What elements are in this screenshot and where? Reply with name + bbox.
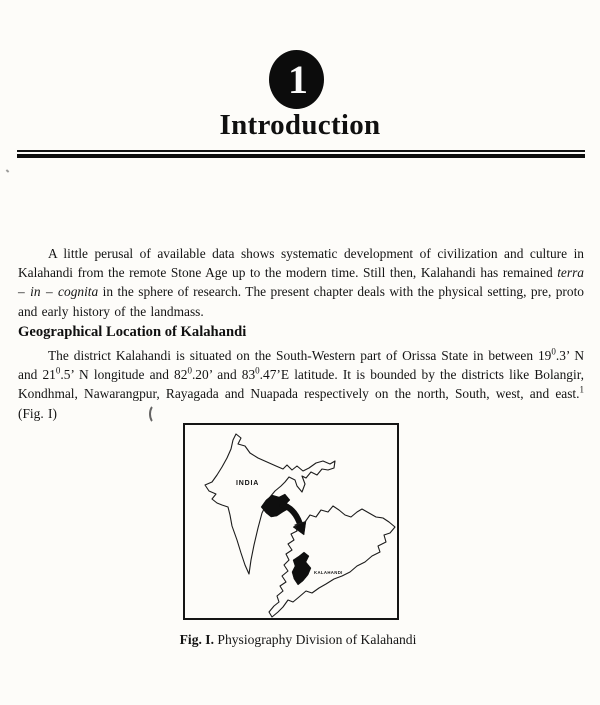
india-label: INDIA [236, 480, 260, 487]
italic-phrase: terra – in – cognita [18, 265, 584, 300]
figure-caption-label: Fig. I. [179, 632, 214, 647]
figure-caption-text: Physiography Division of Kalahandi [214, 632, 417, 647]
geo-text-4: .20’ and 83 [191, 367, 256, 383]
paragraph-geography [18, 346, 584, 423]
geo-text-5: .47’E latitude. It is bounded by the districts like Bolangir, Kondhmal, Nawarangpur, Rayagada and Nuapada respectively on the north, South, west, and east. [18, 367, 584, 402]
arrow [280, 504, 300, 524]
footnote-marker: 1 [579, 384, 584, 395]
paragraph-intro [18, 244, 584, 321]
figure-map-frame [183, 423, 399, 620]
title-rule [17, 150, 585, 158]
section-heading: Geographical Location of Kalahandi [18, 324, 247, 340]
geo-text-3: .5’ N longitude and 82 [60, 367, 188, 383]
degree-superscript-1: 0 [551, 346, 556, 357]
scan-artifact-speck [6, 169, 10, 172]
geo-text-1: The district Kalahandi is situated on the South-Western part of Orissa State in between 19 [48, 348, 552, 363]
paragraph-intro-text: A little perusal of available data shows systematic development of civilization and culture in Kalahandi from the remote Stone Age up to the modern time. Still then, Kalahandi has remained [18, 246, 584, 281]
paragraph-intro-text-cont: in the sphere of research. The present chapter deals with the physical setting, pre, proto and early history of the landmass. [18, 284, 584, 319]
chapter-number: 1 [288, 56, 308, 102]
chapter-title: Introduction [219, 109, 381, 141]
kalahandi-label: KALAHANDI [314, 570, 343, 575]
degree-superscript-4: 0 [255, 365, 260, 376]
scan-artifact-paren [149, 404, 162, 424]
geo-text-2: .3’ N and 21 [18, 348, 584, 383]
orissa-state-outline [269, 506, 395, 617]
geo-text-6: (Fig. I) [18, 405, 57, 421]
title-rule-thick-line [17, 154, 585, 158]
degree-superscript-3: 0 [187, 365, 192, 376]
figure-caption [0, 632, 596, 648]
kalahandi-location-map [185, 425, 397, 618]
chapter-number-badge [269, 50, 324, 109]
degree-superscript-2: 0 [55, 365, 61, 376]
kalahandi-district-fill [292, 552, 311, 585]
